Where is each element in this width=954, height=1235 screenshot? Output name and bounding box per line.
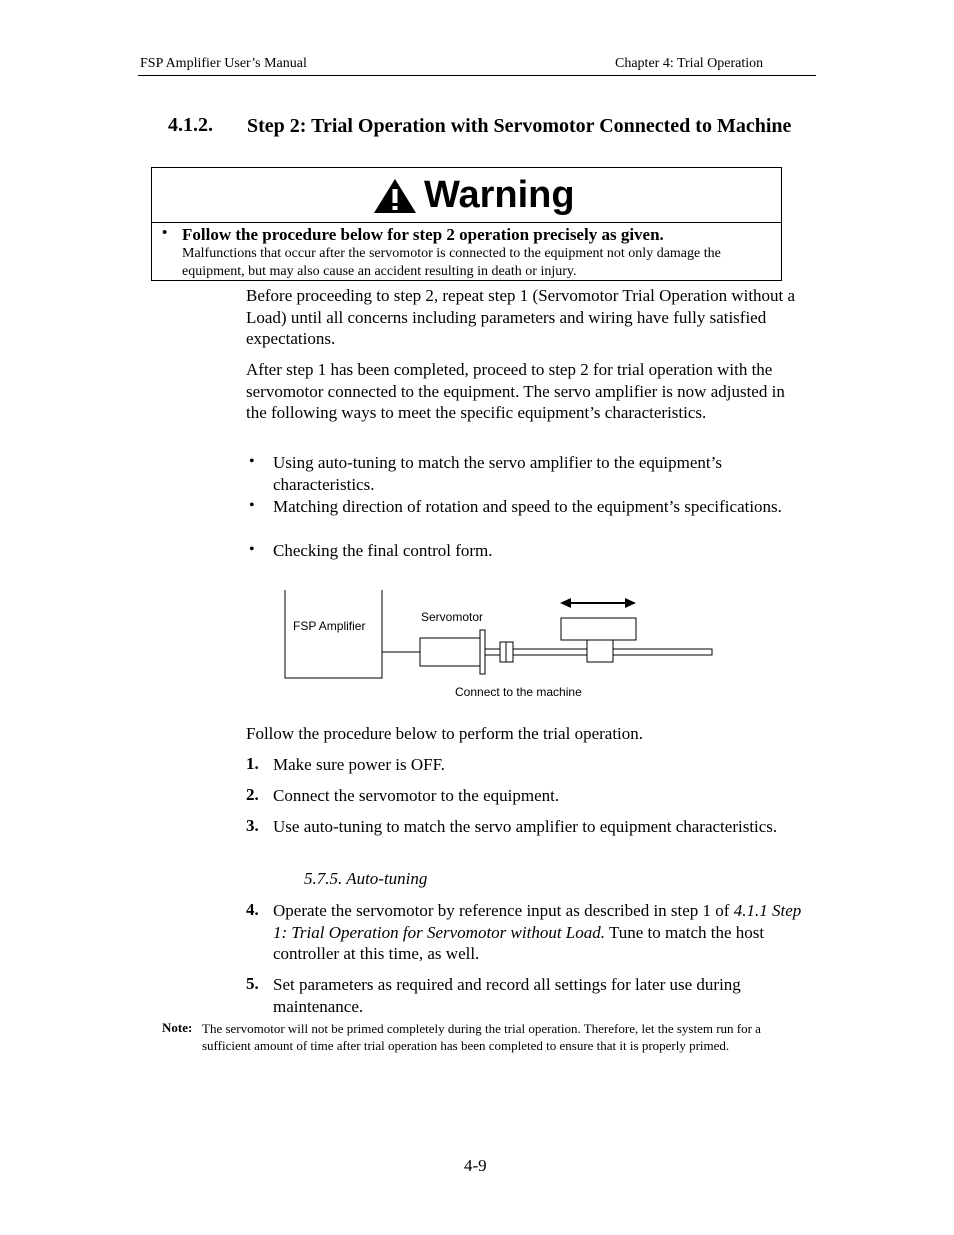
warning-bullet: •: [162, 225, 168, 241]
coupling-left: [500, 642, 506, 662]
motor-flange: [480, 630, 485, 674]
warning-detail-text: Malfunctions that occur after the servomotor is connected to the equipment not only damage the equipment, but may also cause an accident resulting in death or injury.: [182, 246, 721, 279]
bullet-item-direction: Matching direction of rotation and speed to the equipment’s specifications.: [273, 497, 782, 516]
note-text: The servomotor will not be primed completely during the trial operation. Therefore, let the system run for a sufficient amount of time after trial operation has been completed to ensure that it is properly primed.: [202, 1021, 761, 1053]
note-label: Note:: [162, 1020, 193, 1035]
header-manual-title: FSP Amplifier User’s Manual: [140, 56, 307, 71]
section-number: 4.1.2.: [168, 114, 213, 136]
step-3-number: 3.: [246, 816, 259, 835]
step-5-number: 5.: [246, 974, 259, 993]
bullet-dot: •: [249, 541, 255, 558]
step-3-text: Use auto-tuning to match the servo amplifier to equipment characteristics.: [273, 817, 778, 836]
arrow-left-head: [560, 598, 571, 608]
step-4-text-b: Tune to match the host controller at this time, as well.: [273, 922, 765, 963]
procedure-intro: Follow the procedure below to perform the trial operation.: [246, 724, 644, 743]
section-title: Step 2: Trial Operation with Servomotor Connected to Machine: [247, 115, 792, 137]
amplifier-label: FSP Amplifier: [293, 619, 366, 633]
coupling-right: [506, 642, 513, 662]
warning-bold-text: Follow the procedure below for step 2 operation precisely as given.: [182, 225, 664, 244]
page-number: 4-9: [464, 1156, 487, 1175]
step-5-text: Set parameters as required and record all settings for later use during maintenance.: [273, 975, 741, 1016]
bullet-dot: •: [249, 453, 255, 470]
ball-screw-nut: [587, 640, 613, 662]
bullet-dot: •: [249, 497, 255, 514]
machine-table: [561, 618, 636, 640]
warning-header: [152, 168, 781, 223]
amplifier-box: [285, 590, 382, 678]
servomotor-label: Servomotor: [421, 610, 484, 624]
diagram-caption: Connect to the machine: [455, 685, 582, 699]
paragraph-after-step1: After step 1 has been completed, proceed to step 2 for trial operation with the servomotor connected to the equipment. The servo amplifier is now adjusted in the following ways to meet the specific equipment’s characteristics.: [246, 360, 785, 422]
step-1-number: 1.: [246, 754, 259, 773]
header-chapter-title: Chapter 4: Trial Operation: [615, 56, 764, 71]
motor-shaft: [485, 649, 500, 655]
step-4-reference: 4.1.1 Step 1: Trial Operation for Servomotor without Load.: [273, 901, 802, 942]
step-1-text: Make sure power is OFF.: [273, 755, 445, 774]
warning-triangle-icon: [373, 178, 417, 214]
paragraph-intro: Before proceeding to step 2, repeat step 1 (Servomotor Trial Operation without a Load) until all concerns including parameters and wiring have fully satisfied expectations.: [246, 286, 796, 348]
step-4-number: 4.: [246, 900, 259, 919]
step-2-number: 2.: [246, 785, 259, 804]
step-4-text-a: Operate the servomotor by reference input as described in step 1 of: [273, 901, 730, 920]
warning-title: Warning: [424, 174, 575, 216]
step-3-reference: 5.7.5. Auto-tuning: [304, 869, 428, 888]
bullet-item-control-form: Checking the final control form.: [273, 541, 493, 560]
arrow-right-head: [625, 598, 636, 608]
header-rule: [138, 75, 816, 76]
step-4-text: [273, 900, 803, 965]
servomotor-connection-diagram: [280, 590, 720, 710]
warning-box: [151, 167, 782, 281]
servomotor-body: [420, 638, 480, 666]
bullet-item-auto-tuning: Using auto-tuning to match the servo amplifier to the equipment’s characteristics.: [273, 453, 722, 494]
step-2-text: Connect the servomotor to the equipment.: [273, 786, 560, 805]
